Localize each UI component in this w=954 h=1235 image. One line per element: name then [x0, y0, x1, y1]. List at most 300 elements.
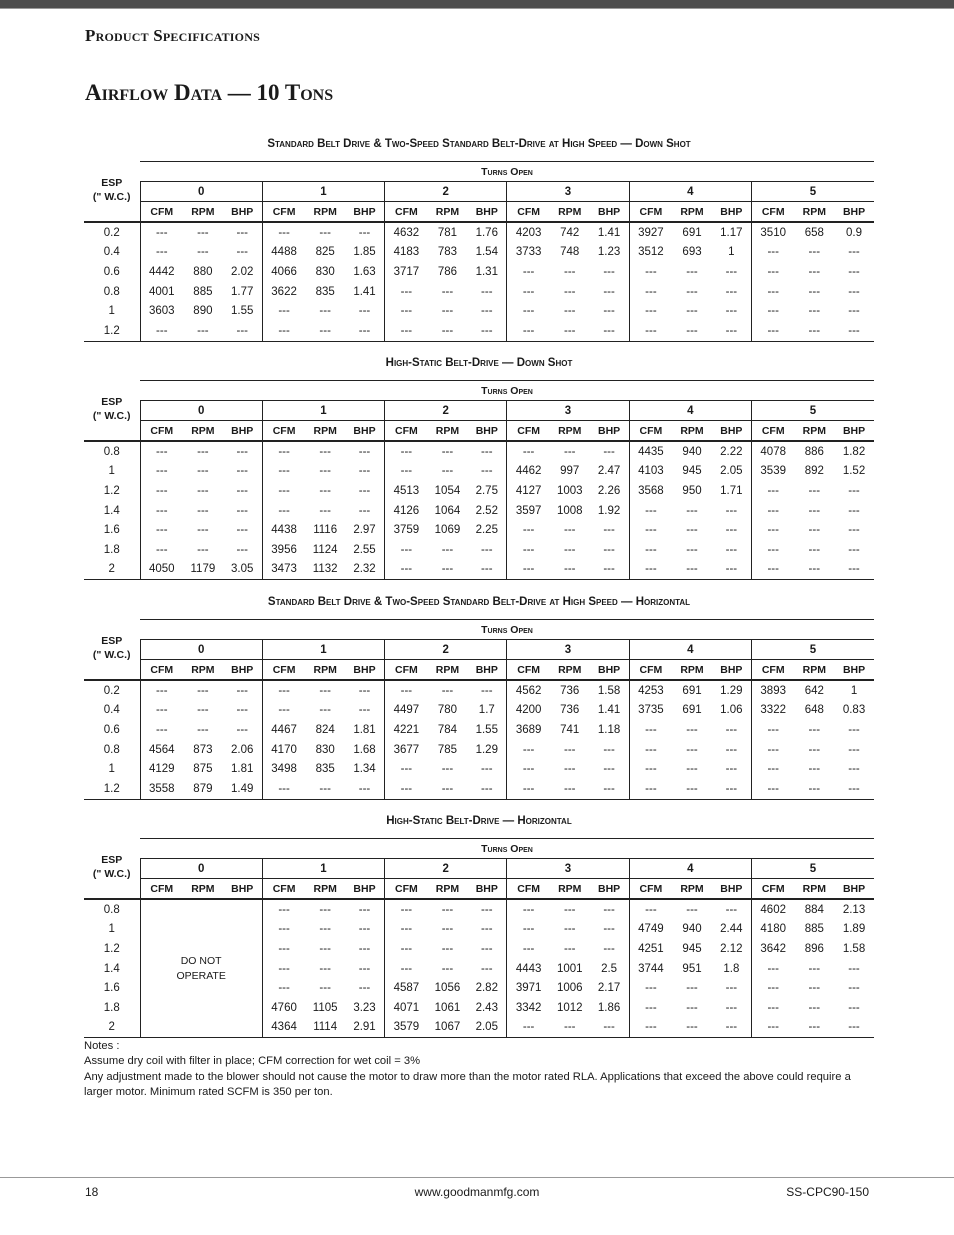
table-cell: --- — [140, 441, 183, 462]
rpm-column-header: RPM — [428, 421, 468, 442]
table-cell: --- — [358, 484, 371, 497]
rpm-column-header: RPM — [795, 421, 835, 442]
esp-unit-label: (" W.C.) — [92, 648, 131, 661]
table-cell: --- — [319, 226, 331, 239]
table-cell: --- — [686, 743, 698, 756]
table-cell: --- — [563, 445, 576, 458]
table-cell: 1.86 — [597, 1001, 621, 1014]
esp-value: 0.4 — [103, 704, 120, 717]
table-cell: 4126 — [385, 501, 428, 521]
table-cell: --- — [550, 1018, 590, 1038]
table-cell: --- — [848, 504, 860, 517]
table-cell: --- — [603, 923, 615, 936]
table-cell: --- — [481, 305, 493, 318]
turns-open-header: Turns Open — [140, 620, 874, 640]
bhp-column-header: BHP — [467, 660, 507, 681]
table-cell: --- — [751, 501, 794, 521]
airflow-table-standard-downshot — [84, 161, 874, 342]
table-cell: 1012 — [556, 1001, 583, 1014]
table-cell: 1067 — [428, 1018, 468, 1038]
turns-group-header: 2 — [385, 401, 507, 421]
table-cell: 950 — [682, 484, 702, 497]
esp-value: 0.6 — [103, 723, 120, 736]
table-cell: 4071 — [385, 998, 428, 1018]
cfm-column-header: CFM — [385, 202, 428, 223]
table-cell: --- — [629, 740, 672, 760]
table-cell: --- — [808, 246, 821, 259]
table-cell: --- — [441, 962, 454, 975]
table-row — [84, 301, 874, 321]
table-cell: 1179 — [183, 560, 223, 580]
table-cell: --- — [629, 779, 672, 799]
table-cell: 4467 — [262, 720, 305, 740]
table-cell: 940 — [682, 445, 702, 458]
table-cell: 1008 — [556, 504, 583, 517]
table-cell: --- — [590, 1018, 630, 1038]
table-cell: 4251 — [629, 939, 672, 959]
table-row — [84, 701, 874, 721]
table-cell: --- — [262, 301, 305, 321]
table-cell: --- — [629, 1018, 672, 1038]
table-cell: --- — [385, 282, 428, 302]
table-cell: 1056 — [434, 982, 461, 995]
turns-group-header: 2 — [385, 859, 507, 879]
page-title: Airflow Data — 10 Tons — [85, 80, 334, 105]
rpm-column-header: RPM — [305, 660, 345, 681]
turns-group-header: 2 — [385, 640, 507, 660]
table-cell: --- — [441, 543, 454, 556]
table-cell: --- — [712, 560, 752, 580]
table-cell: --- — [481, 445, 493, 458]
table-cell: --- — [262, 441, 305, 462]
table-cell: --- — [319, 445, 331, 458]
table-cell: --- — [385, 759, 428, 779]
table-cell: --- — [319, 305, 331, 318]
table-cell: 2.32 — [345, 560, 385, 580]
turns-group-header: 2 — [385, 182, 507, 202]
esp-header — [84, 839, 140, 900]
table-cell: --- — [481, 684, 493, 697]
bhp-column-header: BHP — [223, 879, 263, 900]
table-cell: --- — [305, 779, 345, 799]
table-cell: --- — [834, 779, 874, 799]
table-cell: --- — [428, 779, 468, 799]
table-cell: --- — [358, 982, 371, 995]
table-cell: --- — [590, 321, 630, 341]
table-cell: 2.55 — [353, 543, 376, 556]
table-cell: 1.76 — [475, 226, 498, 239]
table-cell: 3.05 — [223, 560, 263, 580]
top-bar — [0, 0, 954, 8]
table-cell: 1132 — [305, 560, 345, 580]
table-cell: --- — [629, 998, 672, 1018]
rpm-column-header: RPM — [183, 660, 223, 681]
table-cell: 3733 — [507, 243, 550, 263]
bhp-column-header: BHP — [223, 421, 263, 442]
table-cell: 4066 — [262, 262, 305, 282]
table-cell: --- — [441, 285, 454, 298]
table-cell: 2.06 — [231, 743, 254, 756]
table-cell: 691 — [682, 684, 702, 697]
table-cell: 4078 — [751, 441, 794, 462]
table-cell: --- — [385, 939, 428, 959]
table-cell: 658 — [804, 226, 824, 239]
table-cell: 4364 — [262, 1018, 305, 1038]
rpm-column-header: RPM — [305, 202, 345, 223]
table-cell: --- — [725, 305, 738, 318]
table-cell: 3622 — [262, 282, 305, 302]
table-cell: --- — [563, 285, 576, 298]
table-cell: --- — [808, 763, 821, 776]
esp-value: 0.8 — [103, 285, 120, 298]
table-cell: --- — [385, 462, 428, 482]
table-cell: --- — [808, 305, 821, 318]
table-cell: --- — [725, 265, 738, 278]
table-cell: 1001 — [556, 962, 583, 975]
table-cell: --- — [751, 959, 794, 979]
table-cell: 2.43 — [475, 1001, 498, 1014]
table-cell: --- — [319, 903, 331, 916]
table-cell: 824 — [315, 723, 335, 736]
table-cell: 648 — [804, 704, 824, 717]
esp-value: 1.8 — [103, 1001, 120, 1014]
esp-label: ESP — [101, 176, 123, 189]
table-cell: --- — [751, 560, 794, 580]
table-cell: 1003 — [556, 484, 583, 497]
table-cell: 4221 — [385, 720, 428, 740]
table-cell: 4632 — [385, 222, 428, 243]
table-cell: --- — [751, 481, 794, 501]
table-cell: 1 — [850, 684, 858, 697]
table-cell: 886 — [804, 445, 824, 458]
table-cell: --- — [262, 222, 305, 243]
bhp-column-header: BHP — [834, 202, 874, 223]
turns-group-header: 5 — [751, 182, 874, 202]
rpm-column-header: RPM — [672, 660, 712, 681]
esp-label: ESP — [101, 395, 123, 408]
rpm-column-header: RPM — [183, 202, 223, 223]
rpm-column-header: RPM — [795, 202, 835, 223]
table-cell: --- — [629, 520, 672, 540]
table-cell: --- — [358, 226, 371, 239]
rpm-column-header: RPM — [428, 879, 468, 900]
table-cell: 3597 — [507, 501, 550, 521]
cfm-column-header: CFM — [262, 202, 305, 223]
rpm-column-header: RPM — [428, 202, 468, 223]
table-cell: --- — [563, 524, 576, 537]
table-cell: --- — [319, 962, 331, 975]
table-cell: --- — [603, 445, 615, 458]
table-cell: 642 — [804, 684, 824, 697]
table-cell: 835 — [315, 763, 335, 776]
table-cell: --- — [385, 899, 428, 920]
table-cell: 3603 — [140, 301, 183, 321]
bhp-column-header: BHP — [590, 660, 630, 681]
turns-group-header: 0 — [140, 182, 262, 202]
table-cell: --- — [629, 899, 672, 920]
table-cell: --- — [197, 246, 209, 259]
table-cell: --- — [629, 720, 672, 740]
table-row — [84, 740, 874, 760]
table-cell: --- — [808, 982, 821, 995]
turns-group-header: 0 — [140, 859, 262, 879]
table-cell: --- — [481, 543, 493, 556]
table-cell: --- — [358, 942, 371, 955]
table-cell: 2.97 — [353, 524, 376, 537]
table-cell: 2.02 — [231, 265, 254, 278]
rpm-column-header: RPM — [550, 879, 590, 900]
table-cell: 3971 — [507, 978, 550, 998]
table-cell: --- — [672, 560, 712, 580]
table-cell: 2.25 — [475, 524, 498, 537]
table-cell: --- — [319, 465, 331, 478]
esp-value: 1.6 — [103, 524, 120, 537]
table-cell: --- — [848, 484, 860, 497]
table-cell: --- — [808, 265, 821, 278]
esp-value: 1.4 — [103, 504, 120, 517]
table-cell: --- — [808, 543, 821, 556]
esp-unit-label: (" W.C.) — [92, 190, 131, 203]
table-cell: --- — [550, 560, 590, 580]
table-cell: --- — [725, 285, 738, 298]
bhp-column-header: BHP — [345, 879, 385, 900]
table-cell: 1064 — [434, 504, 461, 517]
table-cell: --- — [563, 903, 576, 916]
table-cell: 1.85 — [353, 246, 376, 259]
bhp-column-header: BHP — [467, 202, 507, 223]
table-cell: --- — [197, 543, 209, 556]
table-cell: 2.22 — [720, 445, 743, 458]
table-cell: 4438 — [262, 520, 305, 540]
table-cell: 1105 — [312, 1001, 338, 1014]
table-cell: --- — [507, 899, 550, 920]
table-cell: --- — [507, 441, 550, 462]
table-cell: 1.29 — [720, 684, 743, 697]
table-cell: 4513 — [385, 481, 428, 501]
rpm-column-header: RPM — [183, 421, 223, 442]
esp-header — [84, 162, 140, 223]
cfm-column-header: CFM — [751, 202, 794, 223]
table-cell: --- — [686, 305, 698, 318]
turns-group-header: 1 — [262, 640, 384, 660]
esp-value: 1.2 — [103, 942, 120, 955]
table-cell: --- — [725, 982, 738, 995]
table-cell: --- — [358, 305, 371, 318]
table-cell: --- — [197, 704, 209, 717]
table-cell: 4253 — [629, 680, 672, 701]
esp-value: 1.2 — [103, 484, 120, 497]
table-cell: --- — [319, 504, 331, 517]
table-cell: --- — [590, 560, 630, 580]
table-cell: --- — [686, 543, 698, 556]
turns-group-header: 1 — [262, 401, 384, 421]
table-cell: --- — [358, 903, 371, 916]
bhp-column-header: BHP — [345, 202, 385, 223]
bhp-column-header: BHP — [712, 660, 752, 681]
table-cell: --- — [385, 441, 428, 462]
cfm-column-header: CFM — [262, 421, 305, 442]
table-cell: --- — [140, 501, 183, 521]
do-not-operate-line-1: DO NOT — [180, 954, 222, 967]
table-cell: --- — [262, 462, 305, 482]
table-cell: --- — [385, 779, 428, 799]
esp-value: 1 — [108, 465, 115, 478]
table-cell: 1124 — [312, 543, 338, 556]
table-cell: --- — [751, 540, 794, 560]
table-cell: 2.44 — [720, 923, 743, 936]
table-cell: --- — [197, 504, 209, 517]
cfm-column-header: CFM — [507, 879, 550, 900]
table-cell: --- — [712, 779, 752, 799]
table-cell: --- — [140, 520, 183, 540]
table-cell: 2.17 — [597, 982, 621, 995]
table-cell: 1.49 — [223, 779, 263, 799]
table-cell: --- — [428, 560, 468, 580]
table-cell: 1.7 — [478, 704, 495, 717]
rpm-column-header: RPM — [795, 660, 835, 681]
table-cell: 2.82 — [475, 982, 498, 995]
table-cell: 945 — [682, 942, 702, 955]
cfm-column-header: CFM — [507, 421, 550, 442]
table-row — [84, 720, 874, 740]
table-cell: 4435 — [629, 441, 672, 462]
table-cell: --- — [262, 701, 305, 721]
table-cell: 4564 — [140, 740, 183, 760]
table-cell: 4103 — [629, 462, 672, 482]
table-cell: --- — [848, 962, 860, 975]
table-cell: 780 — [437, 704, 458, 717]
table-cell: --- — [278, 962, 290, 975]
table-title-4: High-Static Belt-Drive — Horizontal — [386, 815, 572, 827]
cfm-column-header: CFM — [140, 879, 183, 900]
table-cell: 4488 — [262, 243, 305, 263]
table-cell: --- — [834, 1018, 874, 1038]
turns-group-header: 0 — [140, 401, 262, 421]
table-cell: 835 — [315, 285, 335, 298]
table-cell: 896 — [804, 942, 824, 955]
table-cell: --- — [385, 959, 428, 979]
esp-value: 0.8 — [103, 445, 120, 458]
bhp-column-header: BHP — [345, 660, 385, 681]
table-cell: --- — [140, 680, 183, 701]
table-cell: --- — [751, 282, 794, 302]
table-cell: --- — [385, 560, 428, 580]
table-cell: 940 — [682, 923, 702, 936]
table-title-3: Standard Belt Drive & Two-Speed Standard Belt-Drive at High Speed — Horizontal — [267, 596, 691, 608]
table-cell: --- — [319, 923, 331, 936]
table-cell: 1.63 — [353, 265, 376, 278]
table-cell: --- — [236, 226, 248, 239]
table-cell: --- — [725, 504, 738, 517]
table-cell: --- — [140, 720, 183, 740]
esp-value: 1 — [108, 305, 115, 318]
rpm-column-header: RPM — [550, 660, 590, 681]
esp-value: 1.2 — [84, 779, 140, 799]
table-cell: 873 — [193, 743, 213, 756]
table-row — [84, 462, 874, 482]
esp-value: 1 — [108, 763, 115, 776]
table-cell: 3689 — [507, 720, 550, 740]
rpm-column-header: RPM — [550, 421, 590, 442]
table-cell: --- — [563, 763, 576, 776]
table-cell: 1006 — [556, 982, 583, 995]
esp-unit-label: (" W.C.) — [92, 867, 131, 880]
table-cell: --- — [358, 962, 371, 975]
table-row — [84, 243, 874, 263]
table-cell: --- — [507, 321, 550, 341]
do-not-operate-note — [140, 899, 262, 1038]
bhp-column-header: BHP — [467, 421, 507, 442]
table-cell: --- — [751, 243, 794, 263]
table-cell: 3893 — [751, 680, 794, 701]
website-link[interactable]: www.goodmanmfg.com — [414, 1185, 540, 1199]
table-cell: --- — [603, 763, 615, 776]
esp-value: 0.8 — [103, 743, 120, 756]
table-cell: --- — [441, 305, 454, 318]
page-number: 18 — [85, 1185, 99, 1199]
table-cell: 4562 — [507, 680, 550, 701]
table-cell: --- — [712, 1018, 752, 1038]
table-cell: --- — [686, 265, 698, 278]
table-cell: --- — [563, 265, 576, 278]
table-cell: 3677 — [385, 740, 428, 760]
table-cell: --- — [345, 321, 385, 341]
table-row — [84, 262, 874, 282]
table-cell: 693 — [682, 246, 702, 259]
table-cell: 1.29 — [475, 743, 498, 756]
esp-header — [84, 381, 140, 442]
cfm-column-header: CFM — [385, 879, 428, 900]
rpm-column-header: RPM — [428, 660, 468, 681]
table-cell: --- — [481, 285, 493, 298]
table-cell: --- — [712, 321, 752, 341]
table-cell: --- — [795, 1018, 835, 1038]
table-cell: --- — [603, 942, 615, 955]
table-cell: --- — [441, 942, 454, 955]
table-cell: --- — [848, 305, 860, 318]
table-cell: --- — [672, 1018, 712, 1038]
table-cell: --- — [751, 301, 794, 321]
table-cell: 1.18 — [597, 723, 621, 736]
table-cell: --- — [507, 939, 550, 959]
bhp-column-header: BHP — [223, 660, 263, 681]
table-cell: --- — [808, 1001, 821, 1014]
table-cell: 1.23 — [597, 246, 621, 259]
airflow-table-highstatic-horizontal — [84, 838, 874, 1038]
cfm-column-header: CFM — [140, 421, 183, 442]
esp-value: 0.6 — [103, 265, 120, 278]
table-cell: --- — [319, 684, 331, 697]
table-cell: --- — [481, 962, 493, 975]
table-cell: --- — [603, 524, 615, 537]
table-cell: 2.47 — [597, 465, 621, 478]
table-cell: 1069 — [434, 524, 461, 537]
table-cell: --- — [197, 226, 209, 239]
table-cell: 2.05 — [720, 465, 743, 478]
table-cell: --- — [672, 779, 712, 799]
table-cell: --- — [686, 285, 698, 298]
table-cell: 4200 — [507, 701, 550, 721]
table-cell: 3744 — [629, 959, 672, 979]
turns-group-header: 3 — [507, 401, 629, 421]
table-cell: --- — [686, 1001, 698, 1014]
table-cell: 1.31 — [475, 265, 498, 278]
turns-group-header: 1 — [262, 859, 384, 879]
table-cell: --- — [808, 524, 821, 537]
table-cell: --- — [725, 524, 738, 537]
cfm-column-header: CFM — [262, 660, 305, 681]
table-cell: 2.13 — [842, 903, 866, 916]
